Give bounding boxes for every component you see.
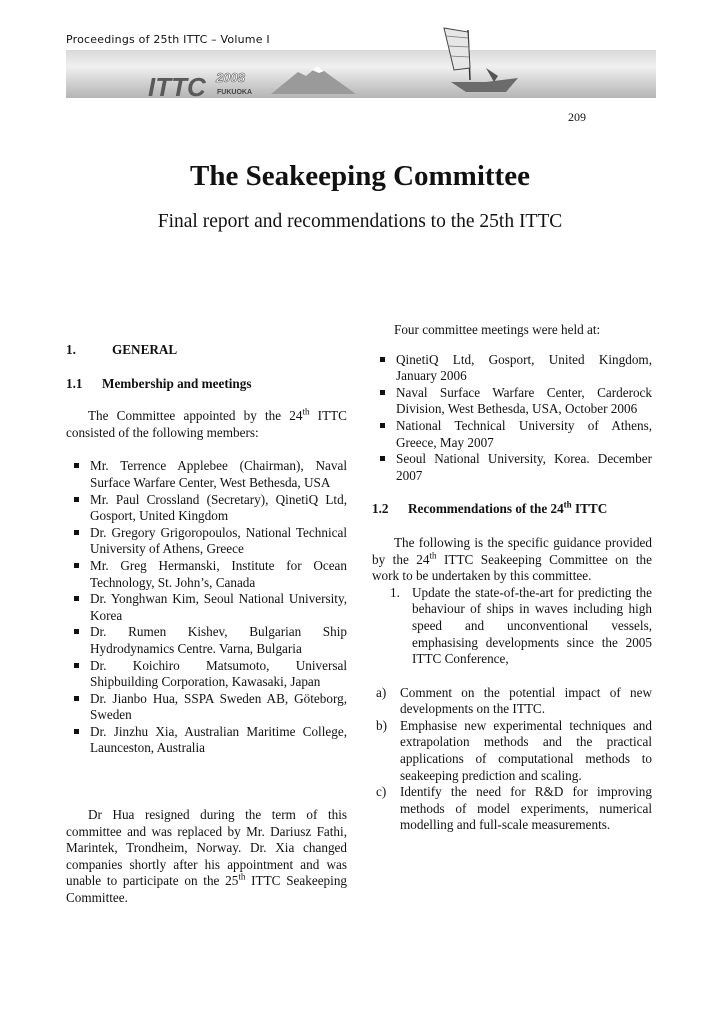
subsection-title: Membership and meetings xyxy=(102,375,252,391)
list-item: Mr. Terrence Applebee (Chairman), Naval Surface Warfare Center, West Bethesda, USA xyxy=(66,458,347,491)
list-item: c) Identify the need for R&D for improving methods of model experiments, numerical modelling and full-scale measurements. xyxy=(376,784,652,833)
task-list xyxy=(390,585,652,668)
intro-paragraph: The Committee appointed by the 24th ITTC consisted of the following members: xyxy=(66,406,347,440)
list-item: Dr. Gregory Grigoropoulos, National Technical University of Athens, Greece xyxy=(66,525,347,558)
right-column xyxy=(372,322,652,834)
ship-icon xyxy=(444,28,518,92)
list-item: Dr. Rumen Kishev, Bulgarian Ship Hydrodynamics Centre. Varna, Bulgaria xyxy=(66,624,347,657)
logo-city: FUKUOKA xyxy=(217,89,252,96)
list-item: Dr. Yonghwan Kim, Seoul National University, Korea xyxy=(66,591,347,624)
logo-year: 2008 xyxy=(216,70,245,85)
subtask-list xyxy=(376,685,652,834)
paper-title: The Seakeeping Committee xyxy=(190,160,530,192)
subsection-number: 1.1 xyxy=(66,375,83,391)
list-item: Naval Surface Warfare Center, Carderock Division, West Bethesda, USA, October 2006 xyxy=(372,385,652,418)
guidance-paragraph: The following is the specific guidance provided by the 24th ITTC Seakeeping Committee on the work to be undertaken by this committee. xyxy=(372,534,652,584)
list-item: b) Emphasise new experimental techniques and extrapolation methods and the practical applications of computational methods to seakeeping prediction and scaling. xyxy=(376,717,652,783)
list-item: a) Comment on the potential impact of new developments on the ITTC. xyxy=(376,684,652,717)
running-head: Proceedings of 25th ITTC – Volume I xyxy=(66,33,270,46)
subsection-heading xyxy=(66,376,347,393)
paper-subtitle: Final report and recommendations to the 25th ITTC xyxy=(157,211,563,232)
list-item: QinetiQ Ltd, Gosport, United Kingdom, January 2006 xyxy=(372,352,652,385)
list-item: National Technical University of Athens, Greece, May 2007 xyxy=(372,418,652,451)
section-heading xyxy=(66,342,347,359)
list-item: Mr. Greg Hermanski, Institute for Ocean Technology, St. John’s, Canada xyxy=(66,558,347,591)
ittc-logo-graphic xyxy=(66,20,656,98)
conference-banner xyxy=(66,50,656,124)
logo-text: ITTC xyxy=(148,72,206,98)
list-item: Dr. Jianbo Hua, SSPA Sweden AB, Göteborg, Sweden xyxy=(66,691,347,724)
page-number: 209 xyxy=(568,110,586,124)
left-column xyxy=(66,330,347,907)
title-block xyxy=(0,160,720,233)
meetings-intro: Four committee meetings were held at: xyxy=(394,322,601,337)
closing-paragraph: Dr Hua resigned during the term of this committee and was replaced by Mr. Dariusz Fathi, Marintek, Trondheim, Norway. Dr. Xia changed companies shortly after his appointment and was unable to participate on the 25th ITTC Seakeeping Committee. xyxy=(66,807,348,906)
section-title: GENERAL xyxy=(112,342,178,357)
subsection-number: 1.2 xyxy=(372,501,389,517)
list-item: Mr. Paul Crossland (Secretary), QinetiQ Ltd, Gosport, United Kingdom xyxy=(66,492,347,525)
subsection-title: Recommendations of the 24th ITTC xyxy=(408,499,608,517)
list-item: 1. Update the state-of-the-art for predicting the behaviour of ships in waves including high speed and unconventional vessels, emphasising developments since the 2005 ITTC Conference, xyxy=(390,584,652,667)
list-item: Dr. Koichiro Matsumoto, Universal Shipbuilding Corporation, Kawasaki, Japan xyxy=(66,658,347,691)
list-item: Dr. Jinzhu Xia, Australian Maritime College, Launceston, Australia xyxy=(66,724,347,757)
list-item: Seoul National University, Korea. December 2007 xyxy=(372,451,652,484)
subsection-heading xyxy=(372,501,652,518)
section-number: 1. xyxy=(66,342,76,357)
meeting-list xyxy=(372,352,652,485)
member-list xyxy=(66,458,347,757)
